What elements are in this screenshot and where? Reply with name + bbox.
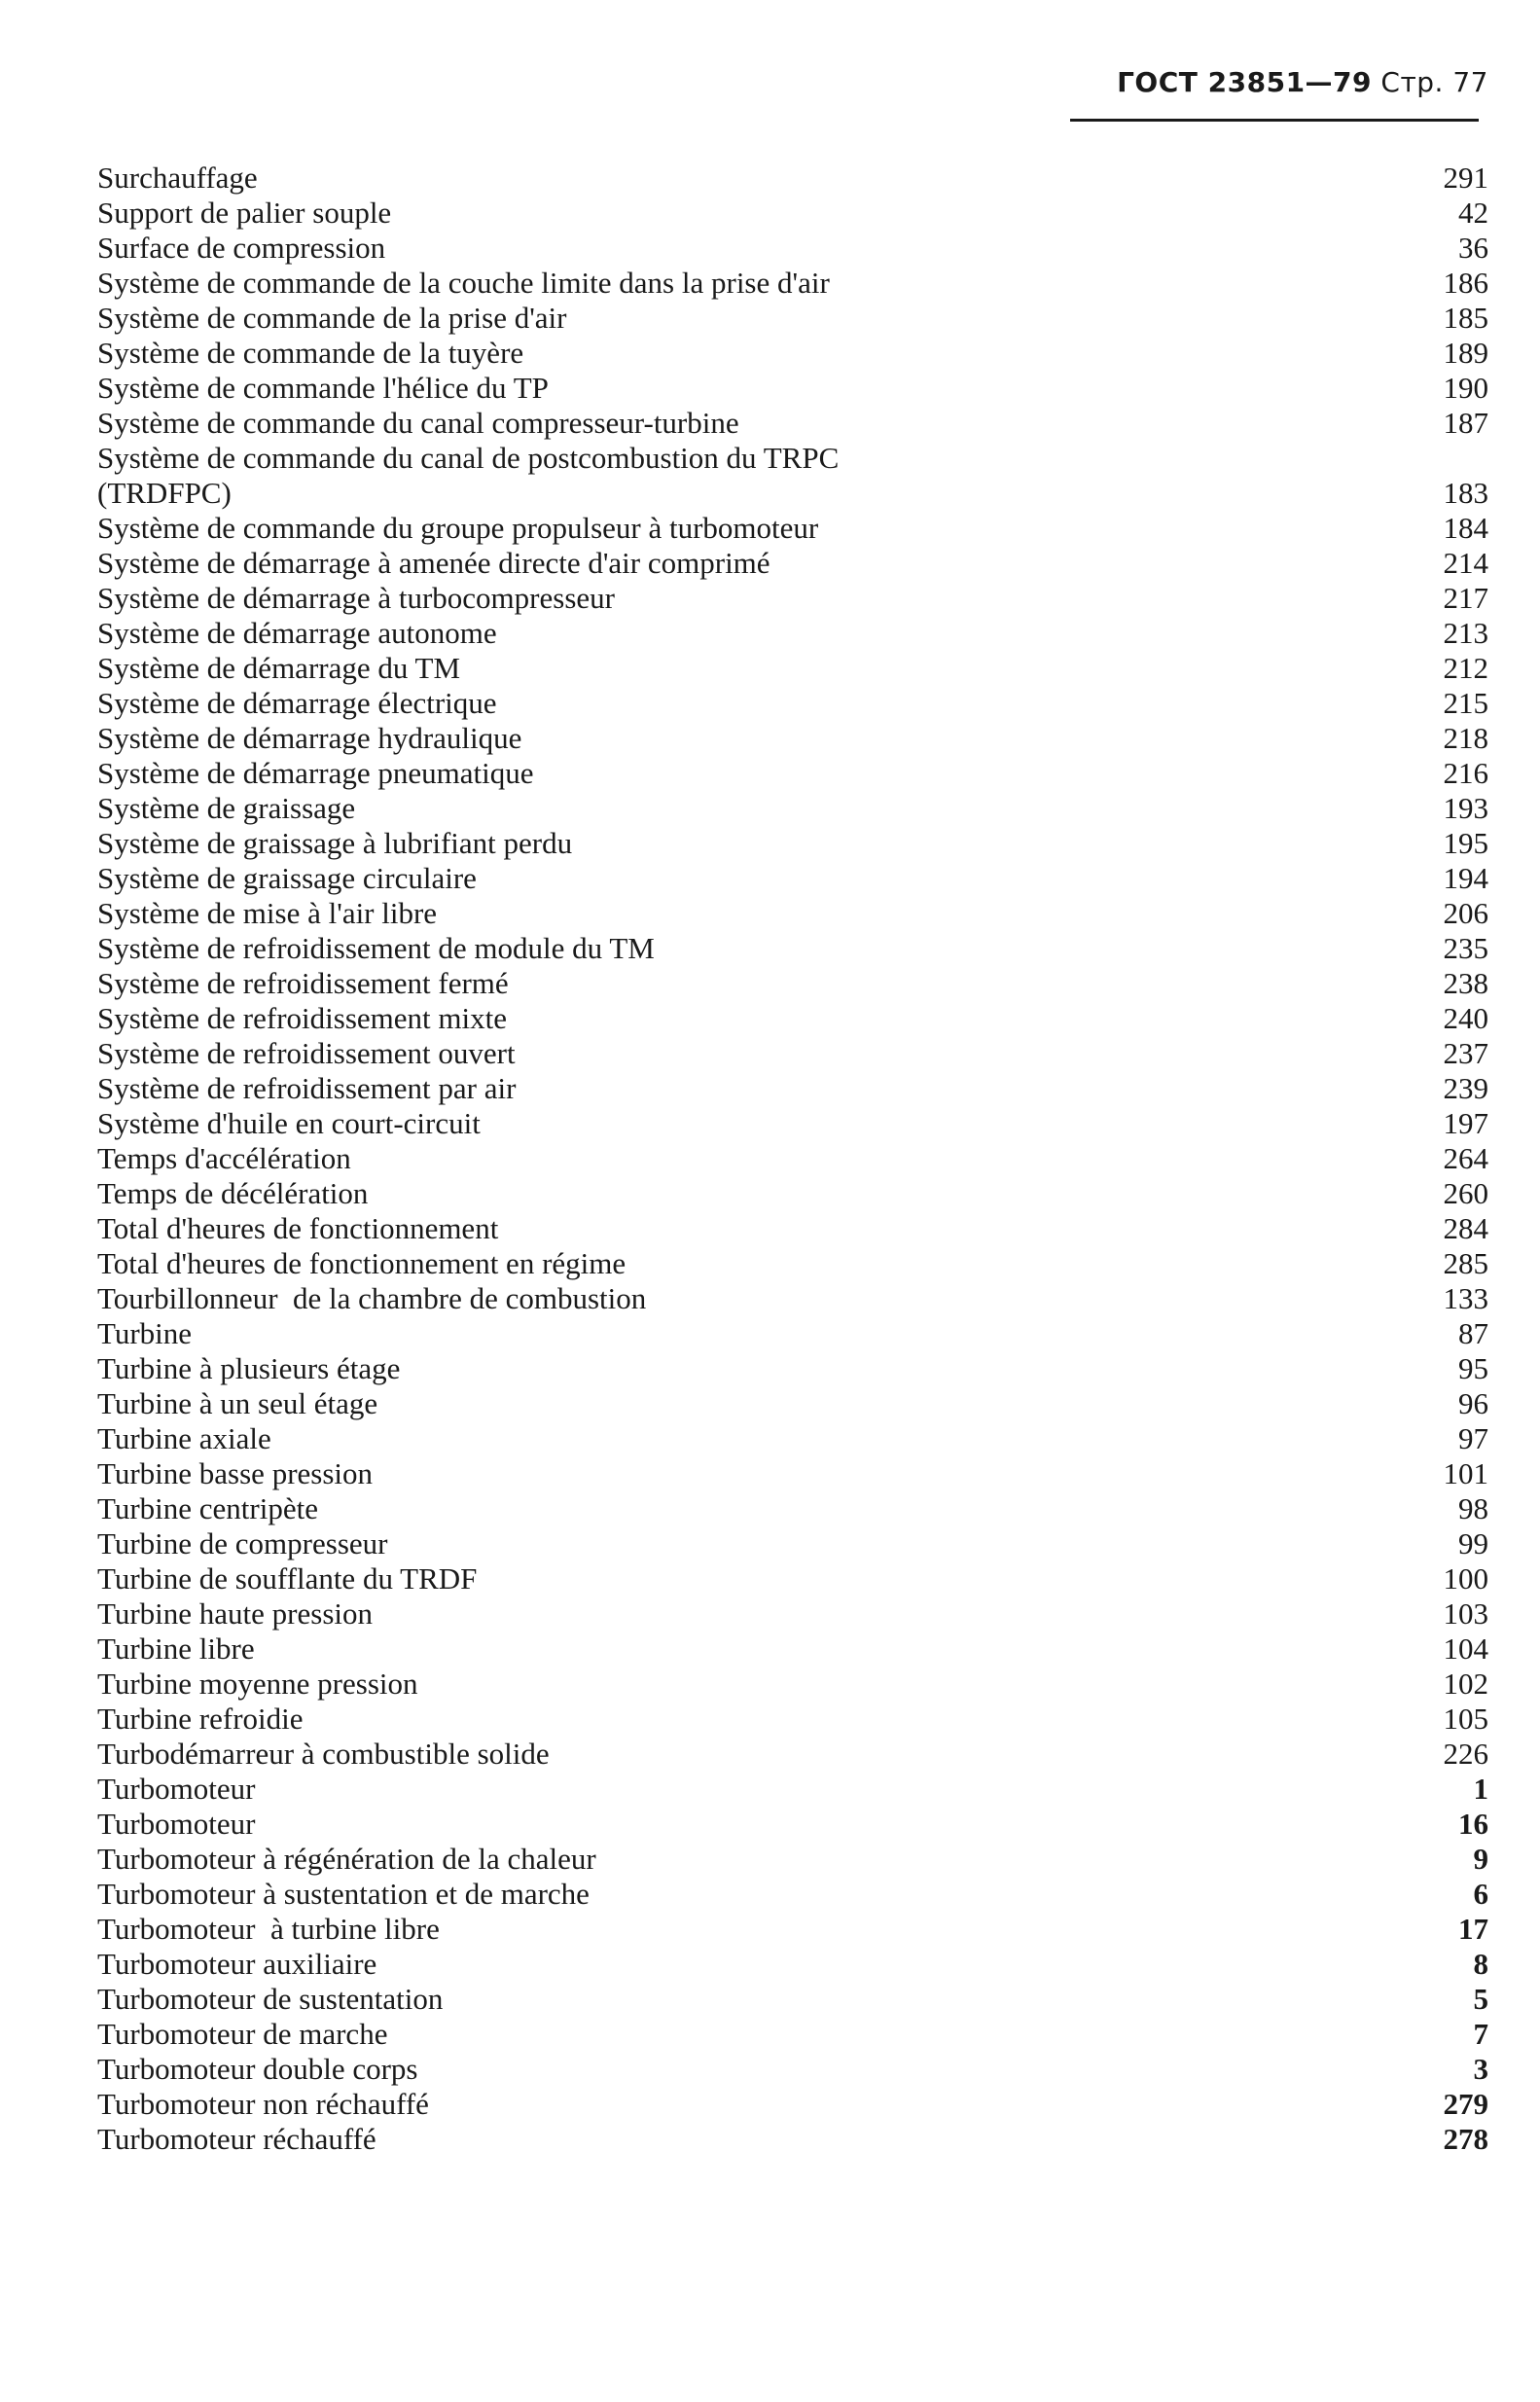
page-number: 187 — [1443, 406, 1488, 440]
index-term: Turbine à un seul étage — [97, 1386, 378, 1420]
index-entry — [97, 1526, 1488, 1561]
index-term: Turbine — [97, 1316, 193, 1350]
index-term: Système de démarrage à turbocompresseur — [97, 581, 615, 615]
index-entry — [97, 1281, 1488, 1316]
page-number: 100 — [1443, 1561, 1488, 1595]
index-entry — [97, 1386, 1488, 1421]
page-number: 278 — [1443, 2122, 1488, 2156]
page-number: 285 — [1443, 1246, 1488, 1280]
index-term: Système de refroidissement par air — [97, 1071, 517, 1105]
page-number: 98 — [1458, 1491, 1488, 1525]
index-term: Turbomoteur de sustentation — [97, 1982, 444, 2016]
page-number: 197 — [1443, 1106, 1488, 1140]
index-entry — [97, 1737, 1488, 1772]
page-number: 99 — [1458, 1526, 1488, 1560]
index-entry — [97, 1947, 1488, 1982]
index-term: Système de démarrage hydraulique — [97, 721, 522, 755]
index-entry — [97, 1316, 1488, 1351]
page-number: 9 — [1473, 1842, 1488, 1876]
index-entry — [97, 1001, 1488, 1036]
index-entry — [97, 1106, 1488, 1141]
index-entry — [97, 546, 1488, 581]
index-term: Système de refroidissement mixte — [97, 1001, 507, 1035]
index-entry — [97, 2017, 1488, 2052]
index-entry — [97, 1036, 1488, 1071]
index-entry — [97, 161, 1488, 196]
index-entry — [97, 2087, 1488, 2122]
index-term: Système de démarrage à amenée directe d'air comprimé — [97, 546, 770, 580]
index-entry — [97, 406, 1488, 441]
page-number: 7 — [1473, 2017, 1488, 2051]
index-term: Turbodémarreur à combustible solide — [97, 1737, 550, 1771]
index-term: Système de refroidissement ouvert — [97, 1036, 516, 1070]
page-number: 17 — [1458, 1912, 1488, 1946]
index-term: Système de démarrage autonome — [97, 616, 497, 650]
index-entry — [97, 1596, 1488, 1631]
index-term: Turbomoteur double corps — [97, 2052, 418, 2086]
page-number: 284 — [1443, 1211, 1488, 1245]
index-entry — [97, 301, 1488, 336]
page-number: 133 — [1443, 1281, 1488, 1315]
index-term: Système de graissage circulaire — [97, 861, 477, 895]
page-number: 218 — [1443, 721, 1488, 755]
page-number: 1 — [1473, 1772, 1488, 1806]
index-entry — [97, 1842, 1488, 1877]
index-entry — [97, 1772, 1488, 1807]
index-term: Turbomoteur non réchauffé — [97, 2087, 429, 2121]
index-term: Système de graissage — [97, 791, 356, 825]
index-term: Surface de compression — [97, 231, 386, 265]
page-number: 194 — [1443, 861, 1488, 895]
page-number: 237 — [1443, 1036, 1488, 1070]
page-number: 264 — [1443, 1141, 1488, 1175]
page-number: 183 — [1443, 476, 1488, 510]
index-entry — [97, 1456, 1488, 1491]
index-entry — [97, 686, 1488, 721]
page-number: 216 — [1443, 756, 1488, 790]
page-number: 102 — [1443, 1667, 1488, 1701]
index-entry — [97, 861, 1488, 896]
page-number: 185 — [1443, 301, 1488, 335]
index-entry — [97, 1491, 1488, 1526]
index-term: Temps de décélération — [97, 1176, 369, 1210]
index-entry — [97, 1421, 1488, 1456]
index-list — [97, 161, 1488, 2157]
index-entry — [97, 756, 1488, 791]
index-entry — [97, 1877, 1488, 1912]
index-entry — [97, 1982, 1488, 2017]
page-number: 238 — [1443, 966, 1488, 1000]
page-number: 240 — [1443, 1001, 1488, 1035]
index-entry — [97, 2122, 1488, 2157]
index-term: Turbine moyenne pression — [97, 1667, 418, 1701]
page-number: 87 — [1458, 1316, 1488, 1350]
index-term: Surchauffage — [97, 161, 258, 195]
index-entry — [97, 931, 1488, 966]
index-term: Système de commande du canal de postcombustion du TRPC (TRDFPC) — [97, 441, 840, 510]
index-entry — [97, 2052, 1488, 2087]
page-number: 190 — [1443, 371, 1488, 405]
index-entry — [97, 266, 1488, 301]
index-entry — [97, 441, 1488, 511]
page-number: 239 — [1443, 1071, 1488, 1105]
page-number: 235 — [1443, 931, 1488, 965]
page-number: 212 — [1443, 651, 1488, 685]
page-number: 16 — [1458, 1807, 1488, 1841]
page-header — [1031, 66, 1488, 98]
index-term: Total d'heures de fonctionnement en régime — [97, 1246, 627, 1280]
index-entry — [97, 371, 1488, 406]
index-term: Système de commande du canal compresseur-turbine — [97, 406, 739, 440]
page-number: 214 — [1443, 546, 1488, 580]
page-number: 6 — [1473, 1877, 1488, 1911]
index-term: Turbine refroidie — [97, 1702, 304, 1736]
index-term: Support de palier souple — [97, 196, 392, 230]
index-term: Turbine centripète — [97, 1491, 318, 1525]
index-term: Système de commande de la tuyère — [97, 336, 524, 370]
page-number: 226 — [1443, 1737, 1488, 1771]
index-term: Turbine de soufflante du TRDF — [97, 1561, 478, 1595]
page-number: 8 — [1473, 1947, 1488, 1981]
index-entry — [97, 1071, 1488, 1106]
index-term: Turbomoteur réchauffé — [97, 2122, 376, 2156]
index-entry — [97, 651, 1488, 686]
index-entry — [97, 1246, 1488, 1281]
page-number: 97 — [1458, 1421, 1488, 1455]
index-entry — [97, 966, 1488, 1001]
index-term: Turbomoteur à sustentation et de marche — [97, 1877, 590, 1911]
index-term: Système de commande l'hélice du TP — [97, 371, 549, 405]
index-entry — [97, 1912, 1488, 1947]
index-entry — [97, 1807, 1488, 1842]
index-term: Système de commande de la couche limite dans la prise d'air — [97, 266, 830, 300]
index-term: Turbine haute pression — [97, 1596, 373, 1631]
index-term: Système de démarrage électrique — [97, 686, 497, 720]
index-entry — [97, 1211, 1488, 1246]
index-entry — [97, 1667, 1488, 1702]
page-number: 195 — [1443, 826, 1488, 860]
page-number: 215 — [1443, 686, 1488, 720]
page-number: 279 — [1443, 2087, 1488, 2121]
index-entry — [97, 1351, 1488, 1386]
index-entry — [97, 616, 1488, 651]
index-entry — [97, 511, 1488, 546]
index-term: Système de démarrage du TM — [97, 651, 461, 685]
page-number: 104 — [1443, 1631, 1488, 1666]
index-term: Système d'huile en court-circuit — [97, 1106, 481, 1140]
index-entry — [97, 1176, 1488, 1211]
page-number: 193 — [1443, 791, 1488, 825]
index-term: Total d'heures de fonctionnement — [97, 1211, 499, 1245]
standard-number: ГОСТ 23851—79 — [1117, 66, 1373, 98]
index-entry — [97, 896, 1488, 931]
page-number: 291 — [1443, 161, 1488, 195]
index-entry — [97, 231, 1488, 266]
index-term: Tourbillonneur de la chambre de combustion — [97, 1281, 647, 1315]
index-term: Turbomoteur — [97, 1772, 256, 1806]
page-number: 103 — [1443, 1596, 1488, 1631]
page-number: 96 — [1458, 1386, 1488, 1420]
page-number: 206 — [1443, 896, 1488, 930]
page-number: 217 — [1443, 581, 1488, 615]
index-entry — [97, 1141, 1488, 1176]
index-term: Turbomoteur de marche — [97, 2017, 388, 2051]
index-term: Turbine basse pression — [97, 1456, 374, 1490]
index-term: Système de commande de la prise d'air — [97, 301, 567, 335]
index-term: Turbine de compresseur — [97, 1526, 388, 1560]
index-term: Système de mise à l'air libre — [97, 896, 438, 930]
index-term: Système de refroidissement de module du TM — [97, 931, 655, 965]
page-number: 5 — [1473, 1982, 1488, 2016]
index-term: Turbine axiale — [97, 1421, 271, 1455]
page-number: 213 — [1443, 616, 1488, 650]
index-term: Système de commande du groupe propulseur à turbomoteur — [97, 511, 819, 545]
index-term: Système de démarrage pneumatique — [97, 756, 534, 790]
index-entry — [97, 581, 1488, 616]
index-entry — [97, 1561, 1488, 1596]
page-number: 260 — [1443, 1176, 1488, 1210]
index-entry — [97, 826, 1488, 861]
index-entry — [97, 1702, 1488, 1737]
index-term: Système de refroidissement fermé — [97, 966, 509, 1000]
page-number: 184 — [1443, 511, 1488, 545]
index-term: Turbomoteur — [97, 1807, 256, 1841]
page-number: 186 — [1443, 266, 1488, 300]
page-number: 105 — [1443, 1702, 1488, 1736]
index-entry — [97, 721, 1488, 756]
index-term: Turbine à plusieurs étage — [97, 1351, 401, 1385]
index-term: Temps d'accélération — [97, 1141, 351, 1175]
index-term: Système de graissage à lubrifiant perdu — [97, 826, 573, 860]
page-number: 95 — [1458, 1351, 1488, 1385]
index-term: Turbine libre — [97, 1631, 255, 1666]
index-entry — [97, 1631, 1488, 1667]
page-label: Стр. 77 — [1380, 66, 1488, 98]
index-entry — [97, 196, 1488, 231]
page-number: 189 — [1443, 336, 1488, 370]
page-number: 36 — [1458, 231, 1488, 265]
page-number: 42 — [1458, 196, 1488, 230]
index-term: Turbomoteur auxiliaire — [97, 1947, 377, 1981]
index-term: Turbomoteur à régénération de la chaleur — [97, 1842, 596, 1876]
header-rule — [1070, 119, 1479, 122]
index-entry — [97, 791, 1488, 826]
page-number: 101 — [1443, 1456, 1488, 1490]
page-number: 3 — [1473, 2052, 1488, 2086]
index-entry — [97, 336, 1488, 371]
index-term: Turbomoteur à turbine libre — [97, 1912, 440, 1946]
